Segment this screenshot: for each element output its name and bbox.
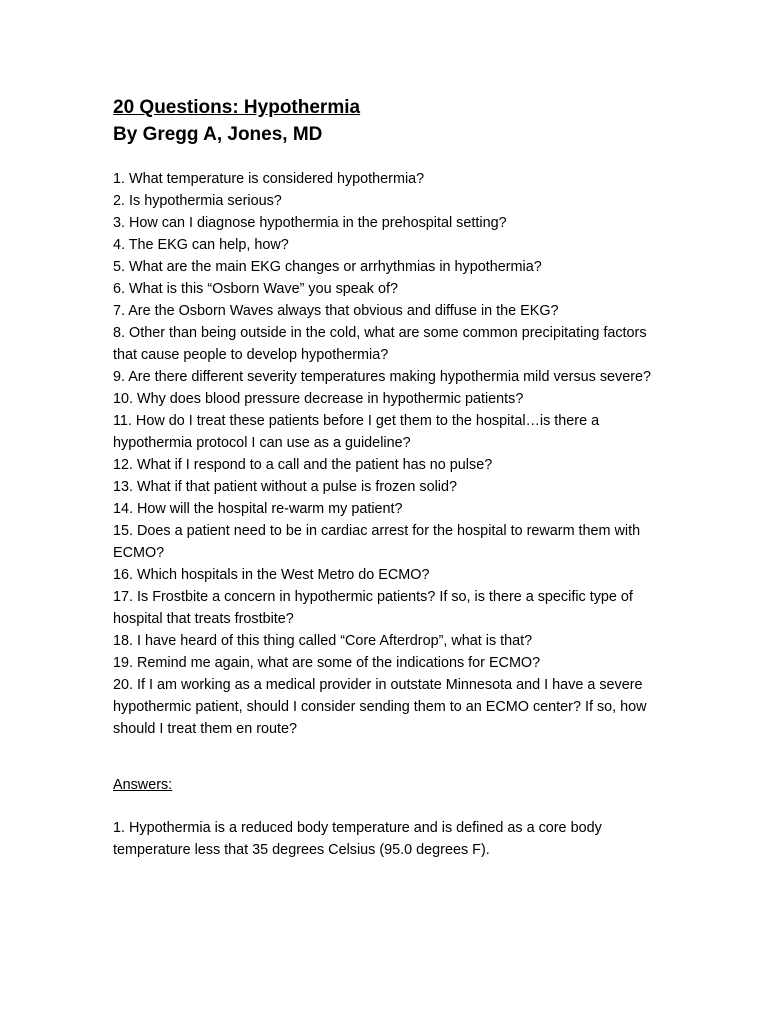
question-item: 10. Why does blood pressure decrease in hypothermic patients? bbox=[113, 391, 524, 407]
question-item: 13. What if that patient without a pulse is frozen solid? bbox=[113, 479, 457, 495]
question-item: 19. Remind me again, what are some of the indications for ECMO? bbox=[113, 655, 541, 671]
question-item: 20. If I am working as a medical provider in outstate Minnesota and I have a severe hypothermic patient, should I consider sending them to an ECMO center? If so, how should I treat them en route? bbox=[113, 677, 647, 737]
question-item: 11. How do I treat these patients before I get them to the hospital…is there a hypothermia protocol I can use as a guideline? bbox=[113, 413, 600, 451]
question-item: 16. Which hospitals in the West Metro do ECMO? bbox=[113, 567, 430, 583]
document-page bbox=[113, 94, 673, 875]
answer-item: 1. Hypothermia is a reduced body temperature and is defined as a core body temperature less that 35 degrees Celsius (95.0 degrees F). bbox=[113, 820, 602, 858]
document-author: By Gregg A, Jones, MD bbox=[113, 124, 323, 145]
answers-heading: Answers: bbox=[113, 777, 173, 793]
question-item: 15. Does a patient need to be in cardiac arrest for the hospital to rewarm them with ECMO? bbox=[113, 523, 641, 561]
question-item: 9. Are there different severity temperatures making hypothermia mild versus severe? bbox=[113, 369, 652, 385]
question-item: 5. What are the main EKG changes or arrhythmias in hypothermia? bbox=[113, 259, 542, 275]
question-item: 8. Other than being outside in the cold, what are some common precipitating factors that cause people to develop hypothermia? bbox=[113, 325, 647, 363]
document-title: 20 Questions: Hypothermia bbox=[113, 97, 361, 118]
question-item: 17. Is Frostbite a concern in hypothermic patients? If so, is there a specific type of hospital that treats frostbite? bbox=[113, 589, 633, 627]
question-item: 6. What is this “Osborn Wave” you speak of? bbox=[113, 281, 398, 297]
question-item: 1. What temperature is considered hypothermia? bbox=[113, 171, 425, 187]
question-item: 2. Is hypothermia serious? bbox=[113, 193, 282, 209]
questions-list bbox=[113, 168, 673, 740]
question-item: 18. I have heard of this thing called “Core Afterdrop”, what is that? bbox=[113, 633, 533, 649]
question-item: 3. How can I diagnose hypothermia in the prehospital setting? bbox=[113, 215, 507, 231]
question-item: 4. The EKG can help, how? bbox=[113, 237, 289, 253]
question-item: 12. What if I respond to a call and the patient has no pulse? bbox=[113, 457, 493, 473]
question-item: 7. Are the Osborn Waves always that obvious and diffuse in the EKG? bbox=[113, 303, 559, 319]
section-spacer bbox=[113, 740, 673, 774]
question-item: 14. How will the hospital re-warm my patient? bbox=[113, 501, 403, 517]
